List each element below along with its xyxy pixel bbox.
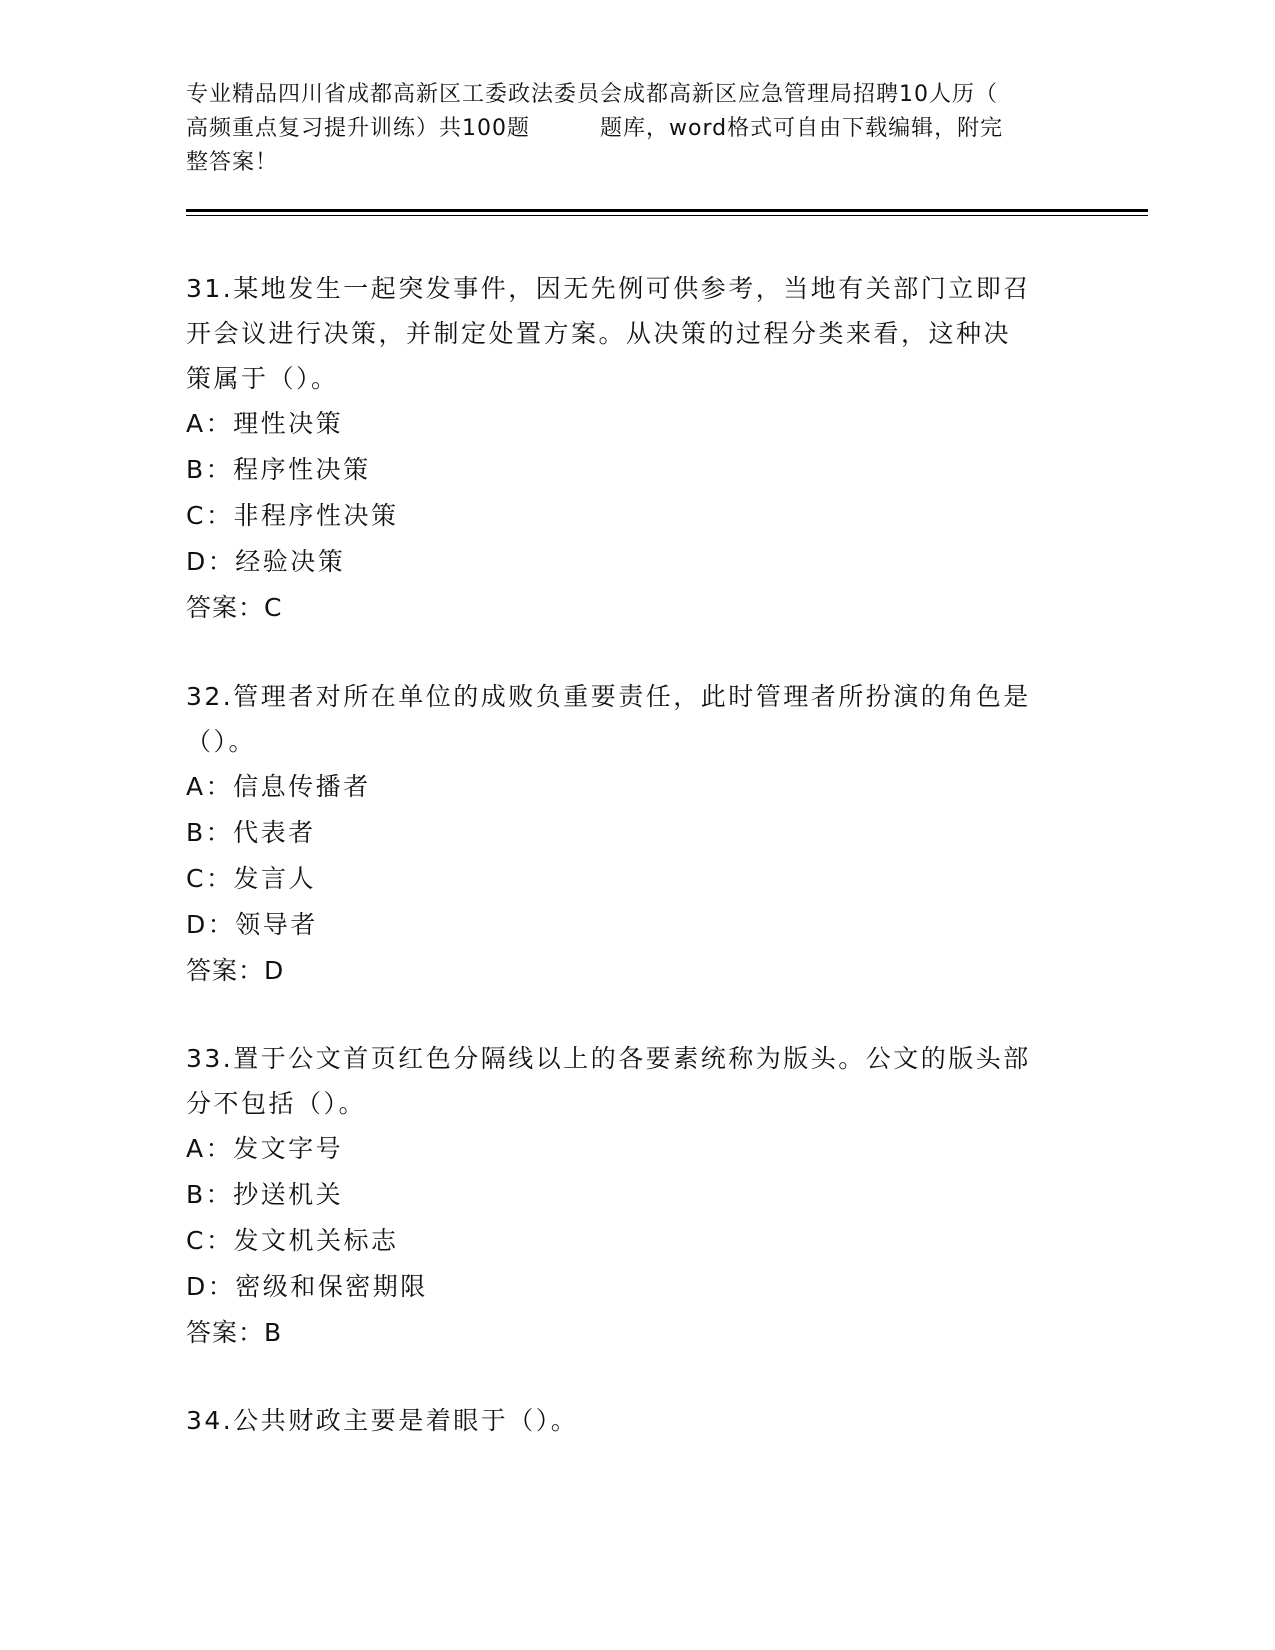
option-b: B：程序性决策 xyxy=(186,455,371,484)
question-stem xyxy=(186,674,1086,764)
option-c: C：发文机关标志 xyxy=(186,1226,399,1255)
option-a: A：信息传播者 xyxy=(186,772,371,801)
header-line-3: 整答案！ xyxy=(186,150,279,175)
header-line-1: 专业精品四川省成都高新区工委政法委员会成都高新区应急管理局招聘10人历（ xyxy=(186,82,998,107)
option-d: D：密级和保密期限 xyxy=(186,1272,428,1301)
option-a: A：理性决策 xyxy=(186,409,344,438)
stem-line: 33.置于公文首页红色分隔线以上的各要素统称为版头。公文的版头部 xyxy=(186,1044,1031,1073)
header-divider-thick xyxy=(186,209,1148,212)
stem-line: 32.管理者对所在单位的成败负重要责任，此时管理者所扮演的角色是 xyxy=(186,682,1031,711)
option-d: D：领导者 xyxy=(186,910,318,939)
question-31 xyxy=(186,266,1086,631)
answer-text: 答案：D xyxy=(186,956,285,985)
stem-line: 分不包括（）。 xyxy=(186,1089,367,1118)
option-a: A：发文字号 xyxy=(186,1134,344,1163)
option-c: C：发言人 xyxy=(186,864,316,893)
stem-line: 开会议进行决策，并制定处置方案。从决策的过程分类来看，这种决 xyxy=(186,319,1012,348)
question-33 xyxy=(186,1036,1086,1356)
stem-line: 34.公共财政主要是着眼于（）。 xyxy=(186,1406,579,1435)
answer-text: 答案：B xyxy=(186,1318,283,1347)
answer-text: 答案：C xyxy=(186,593,283,622)
question-stem xyxy=(186,1036,1086,1126)
question-32 xyxy=(186,674,1086,994)
option-d: D：经验决策 xyxy=(186,547,346,576)
option-b: B：抄送机关 xyxy=(186,1180,344,1209)
option-c: C：非程序性决策 xyxy=(186,501,399,530)
document-header xyxy=(186,78,1066,180)
stem-line: 策属于（）。 xyxy=(186,364,339,393)
question-stem xyxy=(186,1398,1086,1443)
option-b: B：代表者 xyxy=(186,818,316,847)
question-34 xyxy=(186,1398,1086,1443)
header-line-2-part-1: 高频重点复习提升训练）共100题 xyxy=(186,116,530,141)
header-line-2-part-2: 题库，word格式可自由下载编辑，附完 xyxy=(600,116,1004,141)
stem-line: 31.某地发生一起突发事件，因无先例可供参考，当地有关部门立即召 xyxy=(186,274,1031,303)
question-stem xyxy=(186,266,1086,401)
header-line-2 xyxy=(186,112,1066,146)
stem-line: （）。 xyxy=(186,727,257,756)
header-divider-thin xyxy=(186,215,1148,216)
